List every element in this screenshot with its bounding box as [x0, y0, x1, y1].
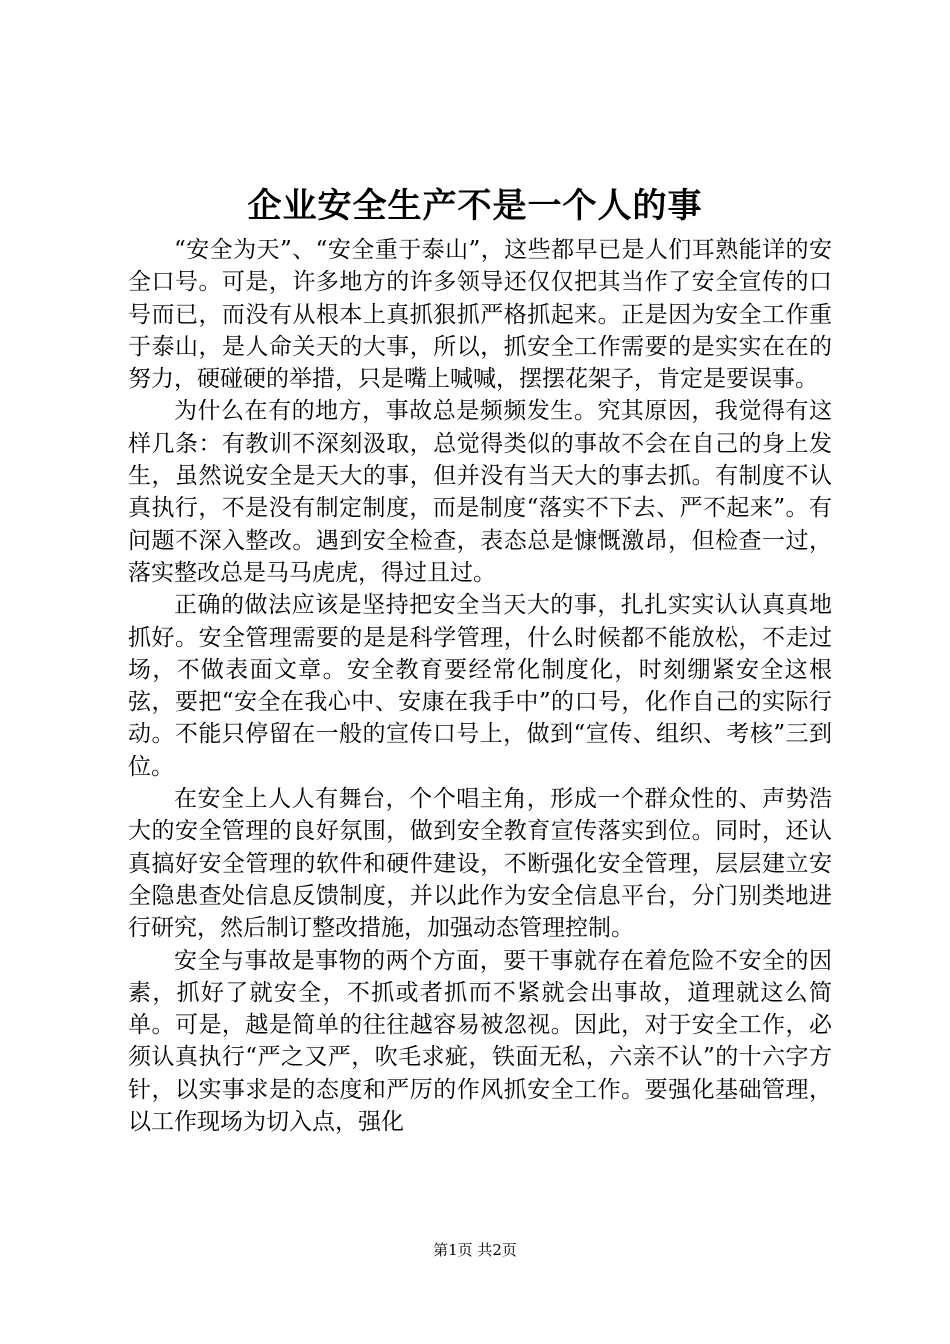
paragraph-2: 为什么在有的地方，事故总是频频发生。究其原因，我觉得有这样几条：有教训不深刻汲取，总觉得类似的事故不会在自己的身上发生，虽然说安全是天大的事，但并没有当天大的事去抓。有制度不认真执行，不是没有制定制度，而是制度“落实不下去、严不起来”。有问题不深入整改。遇到安全检查，表态总是慷慨激昂，但检查一过，落实整改总是马马虎虎，得过且过。 — [128, 398, 832, 586]
document-title: 企业安全生产不是一个人的事 — [247, 186, 703, 226]
paragraph-5: 安全与事故是事物的两个方面，要干事就存在着危险不安全的因素，抓好了就安全，不抓或者抓而不紧就会出事故，道理就这么简单。可是，越是简单的往往越容易被忽视。因此，对于安全工作，必须认真执行“严之又严，吹毛求疵，铁面无私，六亲不认”的十六字方针，以实事求是的态度和严厉的作风抓安全工作。要强化基础管理，以工作现场为切入点，强化 — [128, 947, 832, 1136]
page-number-footer: 第1页 共2页 — [433, 1241, 517, 1259]
paragraph-4: 在安全上人人有舞台，个个唱主角，形成一个群众性的、声势浩大的安全管理的良好氛围，做到安全教育宣传落实到位。同时，还认真搞好安全管理的软件和硬件建设，不断强化安全管理，层层建立安全隐患查处信息反馈制度，并以此作为安全信息平台，分门别类地进行研究，然后制订整改措施，加强动态管理控制。 — [128, 786, 832, 942]
document-body — [128, 234, 832, 1138]
paragraph-1: “安全为天”、“安全重于泰山”，这些都早已是人们耳熟能详的安全口号。可是，许多地方的许多领导还仅仅把其当作了安全宣传的口号而已，而没有从根本上真抓狠抓严格抓起来。正是因为安全工作重于泰山，是人命关天的大事，所以，抓安全工作需要的是实实在在的努力，硬碰硬的举措，只是嘴上喊喊，摆摆花架子，肯定是要误事。 — [128, 237, 832, 393]
paragraph-3: 正确的做法应该是坚持把安全当天大的事，扎扎实实认认真真地抓好。安全管理需要的是是科学管理，什么时候都不能放松，不走过场，不做表面文章。安全教育要经常化制度化，时刻绷紧安全这根弦，要把“安全在我心中、安康在我手中”的口号，化作自己的实际行动。不能只停留在一般的宣传口号上，做到“宣传、组织、考核”三到位。 — [128, 592, 832, 780]
